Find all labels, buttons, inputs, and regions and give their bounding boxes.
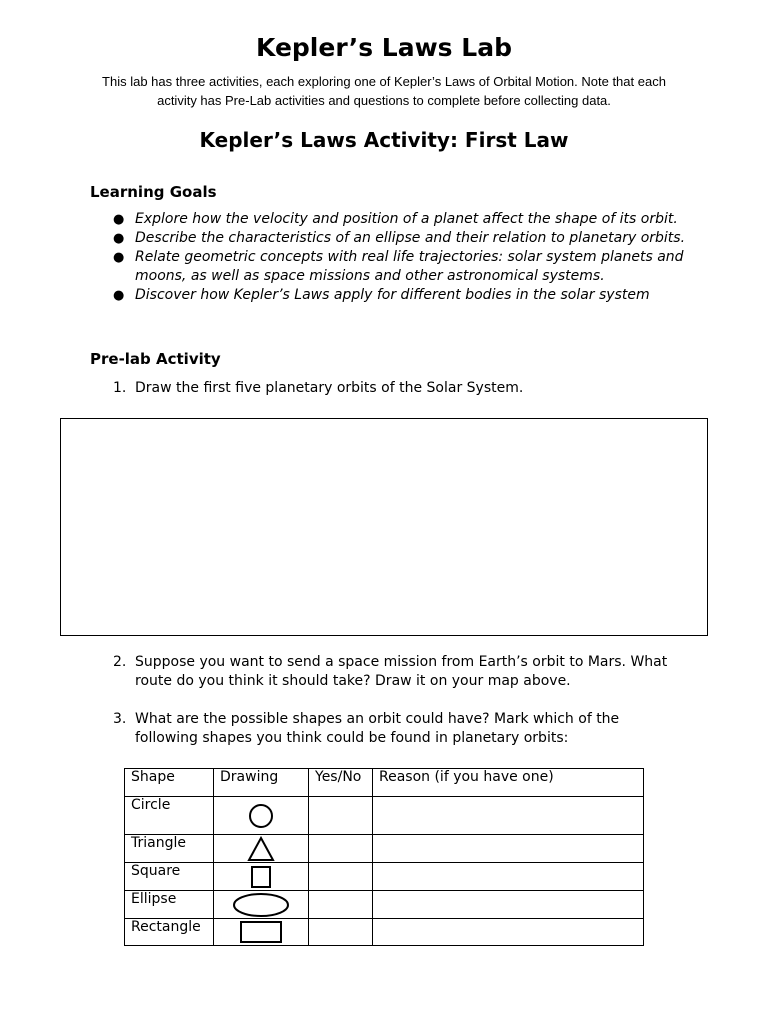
question-2 <box>113 653 683 691</box>
triangle-icon <box>246 836 276 862</box>
bullet-icon: ● <box>113 212 125 227</box>
yes-no-cell[interactable] <box>309 797 373 835</box>
reason-cell[interactable] <box>373 863 644 891</box>
shape-name: Circle <box>125 797 214 835</box>
question-text: Draw the first five planetary orbits of the Solar System. <box>135 380 524 396</box>
list-item <box>113 229 693 248</box>
shape-name: Square <box>125 863 214 891</box>
reason-cell[interactable] <box>373 835 644 863</box>
drawing-cell <box>214 863 309 891</box>
goal-text: Describe the characteristics of an ellipse and their relation to planetary orbits. <box>135 230 686 246</box>
question-text: What are the possible shapes an orbit could have? Mark which of the following shapes you think could be found in planetary orbits: <box>135 711 620 746</box>
table-row <box>125 835 644 863</box>
list-item <box>113 248 693 286</box>
header-shape: Shape <box>125 769 214 797</box>
goal-text: Relate geometric concepts with real life trajectories: solar system planets and moons, as well as space missions and other astronomical systems. <box>135 249 684 284</box>
shape-name: Ellipse <box>125 891 214 919</box>
table-row <box>125 797 644 835</box>
header-drawing: Drawing <box>214 769 309 797</box>
page-title: Kepler’s Laws Lab <box>256 33 512 62</box>
reason-cell[interactable] <box>373 919 644 946</box>
yes-no-cell[interactable] <box>309 891 373 919</box>
prelab-heading: Pre-lab Activity <box>90 350 221 368</box>
learning-goals-list <box>113 210 693 305</box>
drawing-cell <box>214 891 309 919</box>
drawing-cell <box>214 797 309 835</box>
question-3 <box>113 710 683 748</box>
question-number: 2. <box>113 654 127 670</box>
activity-title: Kepler’s Laws Activity: First Law <box>199 128 569 152</box>
ellipse-icon <box>232 892 290 918</box>
shape-name: Triangle <box>125 835 214 863</box>
list-item <box>113 286 693 305</box>
header-reason: Reason (if you have one) <box>373 769 644 797</box>
table-header-row <box>125 769 644 797</box>
table-row <box>125 891 644 919</box>
question-text: Suppose you want to send a space mission from Earth’s orbit to Mars. What route do you think it should take? Draw it on your map above. <box>135 654 668 689</box>
bullet-icon: ● <box>113 231 125 246</box>
question-number: 1. <box>113 380 127 396</box>
shape-name: Rectangle <box>125 919 214 946</box>
reason-cell[interactable] <box>373 891 644 919</box>
yes-no-cell[interactable] <box>309 835 373 863</box>
bullet-icon: ● <box>113 250 125 265</box>
bullet-icon: ● <box>113 288 125 303</box>
reason-cell[interactable] <box>373 797 644 835</box>
drawing-area[interactable] <box>60 418 708 636</box>
table-row <box>125 863 644 891</box>
goal-text: Explore how the velocity and position of a planet affect the shape of its orbit. <box>135 211 678 227</box>
circle-icon <box>246 801 276 831</box>
goal-text: Discover how Kepler’s Laws apply for different bodies in the solar system <box>135 287 650 303</box>
yes-no-cell[interactable] <box>309 863 373 891</box>
question-1 <box>113 379 683 398</box>
drawing-cell <box>214 835 309 863</box>
list-item <box>113 210 693 229</box>
drawing-cell <box>214 919 309 946</box>
header-yes-no: Yes/No <box>309 769 373 797</box>
yes-no-cell[interactable] <box>309 919 373 946</box>
intro-text: This lab has three activities, each exploring one of Kepler’s Laws of Orbital Motion. Note that each activity has Pre-Lab activities and questions to complete before collecting data. <box>102 74 666 108</box>
learning-goals-heading: Learning Goals <box>90 183 217 201</box>
question-number: 3. <box>113 711 127 727</box>
square-icon <box>249 865 273 889</box>
rectangle-icon <box>238 920 284 944</box>
shapes-table <box>124 768 644 946</box>
table-row <box>125 919 644 946</box>
